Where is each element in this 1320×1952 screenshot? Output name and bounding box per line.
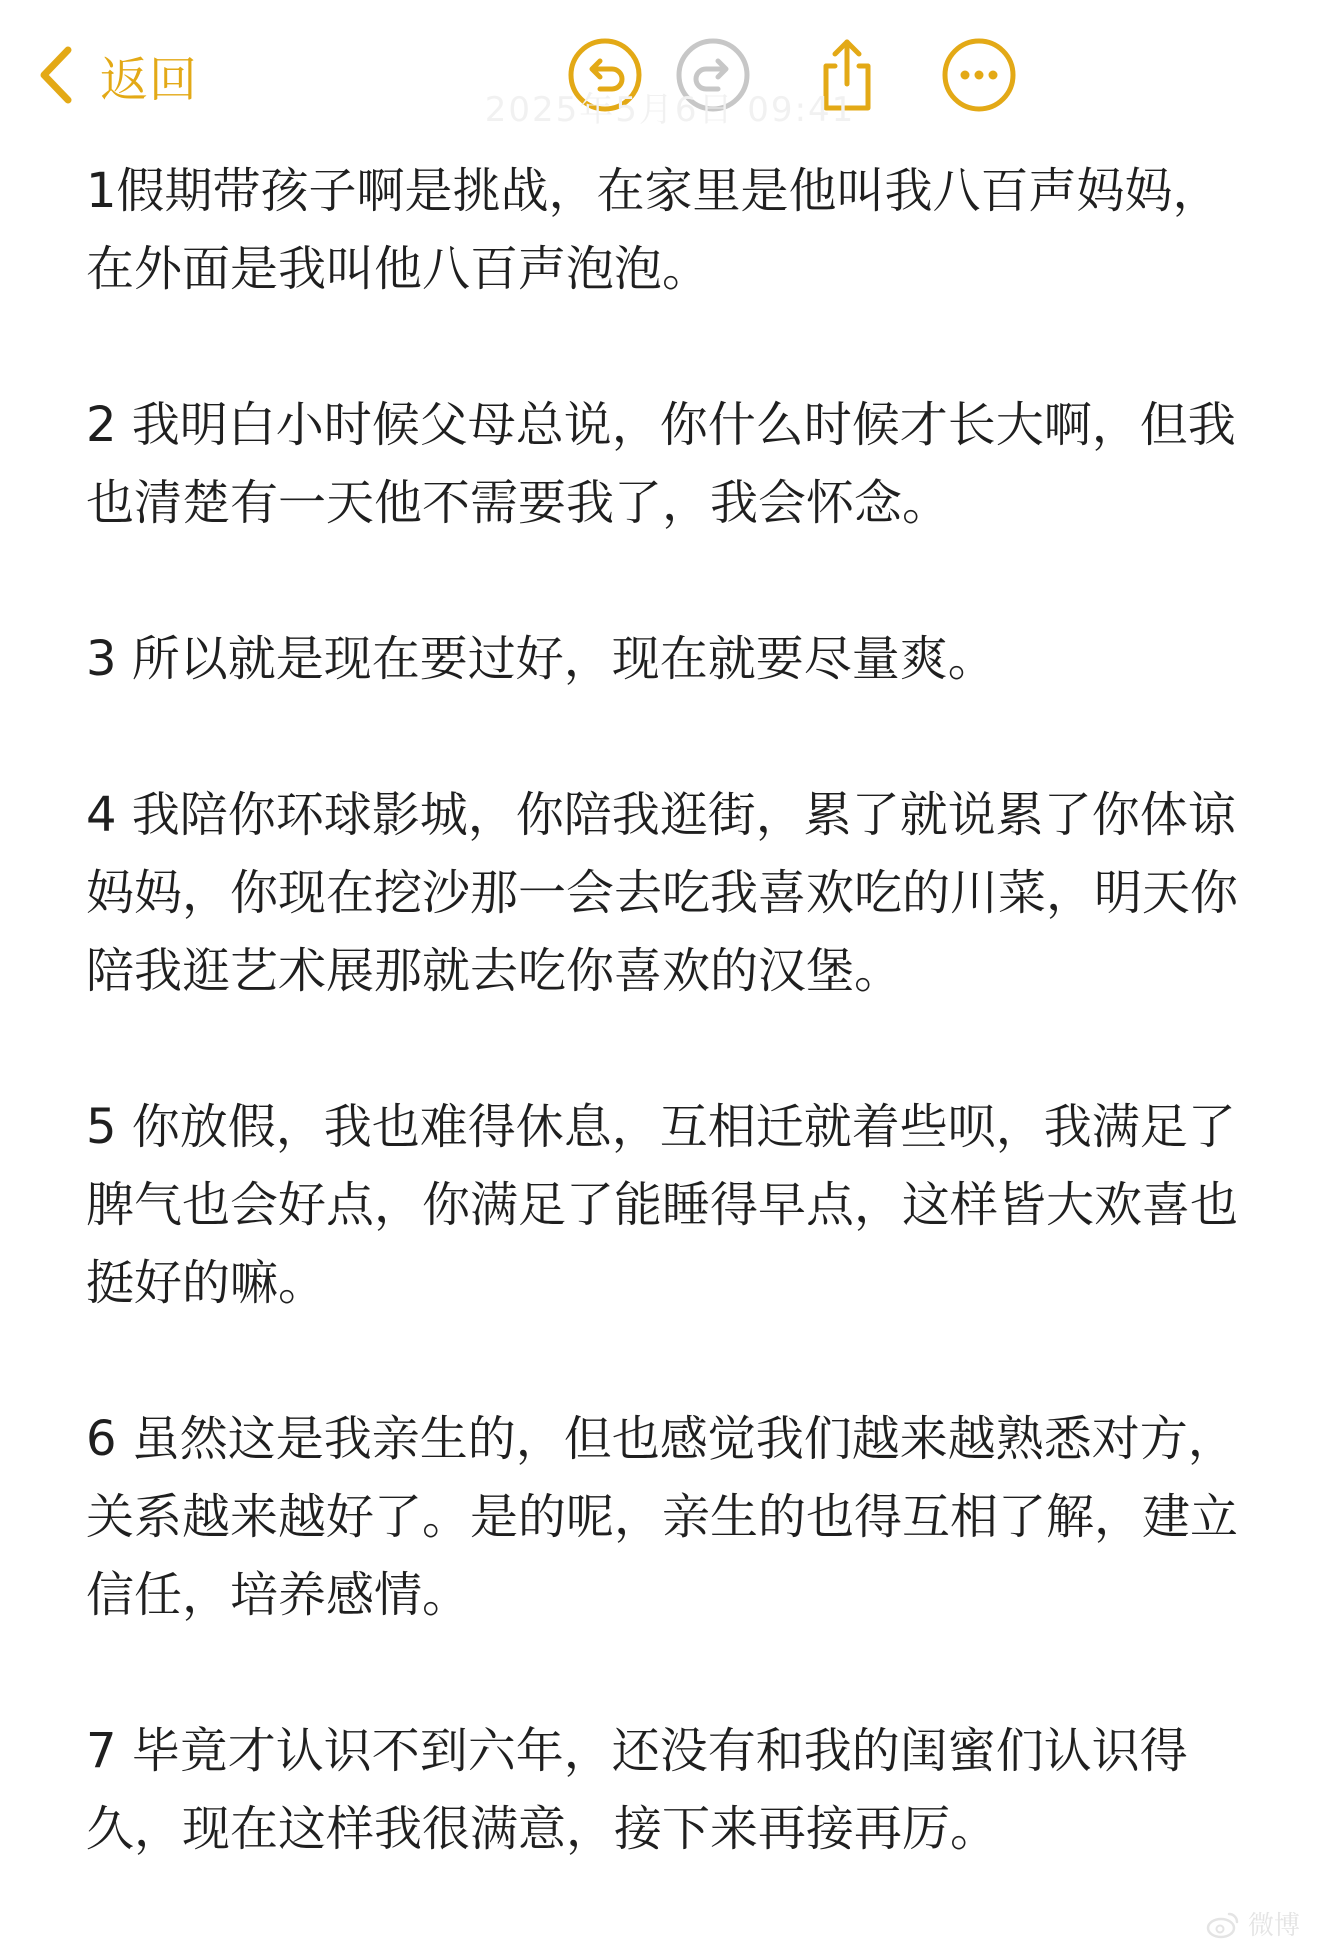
- note-paragraph-5: 5 你放假，我也难得休息，互相迁就着些呗，我满足了脾气也会好点，你满足了能睡得早点，这样皆大欢喜也挺好的嘛。: [86, 1099, 1239, 1311]
- note-paragraph-1: 1假期带孩子啊是挑战，在家里是他叫我八百声妈妈，在外面是我叫他八百声泡泡。: [86, 163, 1221, 297]
- note-paragraph-6: 6 虽然这是我亲生的，但也感觉我们越来越熟悉对方，关系越来越好了。是的呢，亲生的也得互相了解，建立信任，培养感情。: [86, 1411, 1239, 1623]
- watermark-text: 微博: [1247, 1911, 1300, 1941]
- more-icon[interactable]: [940, 36, 1018, 114]
- note-paragraph-4: 4 我陪你环球影城，你陪我逛街，累了就说累了你体谅妈妈，你现在挖沙那一会去吃我喜欢吃的川菜，明天你陪我逛艺术展那就去吃你喜欢的汉堡。: [86, 787, 1239, 999]
- back-button[interactable]: [36, 40, 198, 110]
- note-paragraph-2: 2 我明白小时候父母总说，你什么时候才长大啊，但我也清楚有一天他不需要我了，我会怀念。: [86, 397, 1236, 531]
- chevron-left-icon: [36, 44, 76, 106]
- note-date: 2025年5月6日 09:41: [484, 90, 856, 130]
- weibo-logo-icon: [1206, 1909, 1240, 1939]
- note-paragraph-3: 3 所以就是现在要过好，现在就要尽量爽。: [86, 631, 996, 687]
- watermark: [1206, 1905, 1300, 1942]
- top-toolbar: [0, 0, 1320, 150]
- note-body[interactable]: [86, 152, 1246, 1946]
- back-label: 返回: [100, 51, 199, 108]
- note-paragraph-7: 7 毕竟才认识不到六年，还没有和我的闺蜜们认识得久，现在这样我很满意，接下来再接再厉。: [86, 1723, 1188, 1857]
